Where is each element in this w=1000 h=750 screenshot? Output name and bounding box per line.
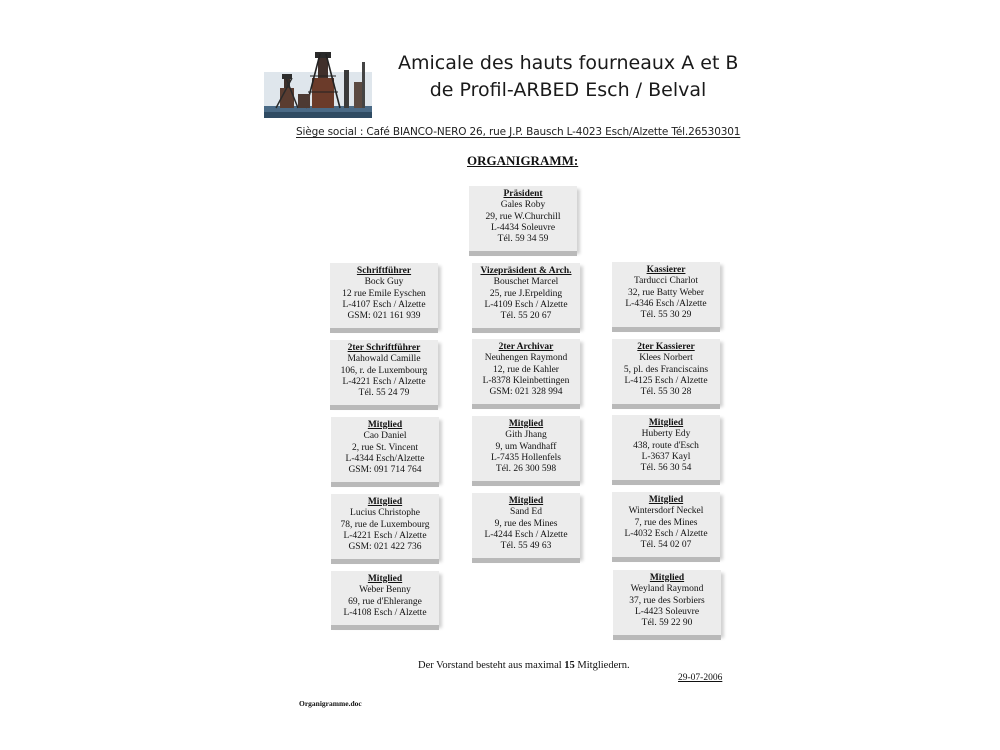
member-role: Kassierer	[646, 265, 686, 275]
member-detail: 29, rue W.Churchill	[485, 211, 561, 222]
member-card	[612, 339, 720, 404]
member-detail: Tél. 26 300 598	[495, 464, 557, 475]
member-role: Mitglied	[508, 496, 544, 506]
member-detail: L-3637 Kayl	[641, 451, 691, 462]
member-detail: GSM: 091 714 764	[348, 465, 422, 476]
organization-title	[398, 50, 738, 104]
member-card	[472, 493, 580, 558]
member-card	[612, 262, 720, 327]
member-detail: GSM: 021 161 939	[347, 311, 421, 322]
member-detail: GSM: 021 328 994	[489, 387, 563, 398]
member-name: Sand Ed	[510, 507, 542, 518]
member-role: Mitglied	[648, 418, 684, 428]
member-name: Tarducci Charlot	[634, 276, 698, 287]
member-detail: L-4032 Esch / Alzette	[624, 528, 708, 539]
organigram-heading: ORGANIGRAMM:	[467, 153, 579, 168]
member-detail: L-4346 Esch /Alzette	[625, 298, 707, 309]
member-detail: 2, rue St. Vincent	[351, 442, 418, 453]
member-card	[472, 263, 580, 328]
member-detail: 7, rue des Mines	[634, 517, 698, 528]
member-role: Mitglied	[508, 419, 544, 429]
member-detail: 37, rue des Sorbiers	[629, 595, 705, 606]
member-detail: 106, r. de Luxembourg	[340, 365, 428, 376]
member-name: Gith Jhang	[505, 430, 547, 441]
member-role: 2ter Schriftführer	[347, 343, 421, 353]
member-card	[469, 186, 577, 251]
member-detail: L-4109 Esch / Alzette	[484, 299, 568, 310]
member-detail: Tél. 59 34 59	[497, 234, 549, 245]
member-card	[331, 417, 439, 482]
member-detail: L-4125 Esch / Alzette	[624, 375, 708, 386]
registered-office-address: Siège social : Café BIANCO-NERO 26, rue J.P. Bausch L-4023 Esch/Alzette Tél.26530301	[296, 126, 741, 138]
member-card	[331, 571, 439, 625]
member-detail: L-7435 Hollenfels	[491, 452, 561, 463]
member-name: Neuhengen Raymond	[484, 353, 568, 364]
member-detail: 9, um Wandhaff	[495, 441, 557, 452]
member-detail: L-4221 Esch / Alzette	[342, 376, 426, 387]
member-name: Bock Guy	[364, 277, 404, 288]
member-detail: Tél. 55 24 79	[358, 388, 410, 399]
member-detail: 12, rue de Kahler	[493, 364, 559, 375]
member-name: Gales Roby	[500, 200, 546, 211]
document-date: 29-07-2006	[678, 673, 723, 683]
member-detail: L-4423 Soleuvre	[634, 606, 700, 617]
member-detail: 69, rue d'Ehlerange	[348, 596, 422, 607]
member-card	[330, 263, 438, 328]
member-detail: Tél. 55 30 28	[640, 387, 692, 398]
member-card	[612, 415, 720, 480]
member-detail: L-8378 Kleinbettingen	[482, 375, 570, 386]
board-size-note-prefix: Der Vorstand besteht aus maximal	[418, 660, 565, 671]
member-role: Präsident	[503, 189, 543, 199]
member-detail: Tél. 56 30 54	[640, 463, 692, 474]
member-name: Klees Norbert	[639, 353, 693, 364]
member-name: Weyland Raymond	[630, 584, 704, 595]
member-name: Weber Benny	[359, 585, 411, 596]
member-detail: L-4221 Esch / Alzette	[343, 530, 427, 541]
member-name: Bouschet Marcel	[493, 277, 559, 288]
member-detail: 9, rue des Mines	[494, 518, 558, 529]
document-filename: Organigramme.doc	[299, 699, 362, 708]
member-detail: 12 rue Emile Eyschen	[342, 288, 426, 299]
member-detail: 32, rue Batty Weber	[627, 287, 705, 298]
member-role: Mitglied	[649, 573, 685, 583]
member-role: 2ter Kassierer	[637, 342, 695, 352]
member-role: Mitglied	[648, 495, 684, 505]
member-card	[612, 492, 720, 557]
member-detail: 78, rue de Luxembourg	[340, 519, 430, 530]
member-role: 2ter Archivar	[498, 342, 554, 352]
member-name: Lucius Christophe	[350, 508, 420, 519]
board-size-note-suffix: Mitgliedern.	[574, 660, 630, 671]
member-detail: L-4344 Esch/Alzette	[345, 453, 425, 464]
blast-furnace-logo	[262, 48, 374, 122]
title-line-2: de Profil-ARBED Esch / Belval	[429, 79, 707, 101]
member-detail: L-4108 Esch / Alzette	[343, 607, 427, 618]
member-name: Cao Daniel	[363, 431, 407, 442]
member-detail: 438, route d'Esch	[633, 440, 699, 451]
member-card	[472, 339, 580, 404]
member-detail: Tél. 54 02 07	[640, 540, 692, 551]
member-detail: L-4434 Soleuvre	[490, 222, 556, 233]
member-detail: Tél. 55 30 29	[640, 310, 692, 321]
member-role: Vizepräsident & Arch.	[480, 266, 572, 276]
member-detail: 25, rue J.Erpelding	[489, 288, 563, 299]
member-name: Huberty Edy	[641, 429, 691, 440]
member-detail: L-4107 Esch / Alzette	[342, 299, 426, 310]
member-role: Mitglied	[367, 574, 403, 584]
member-detail: Tél. 55 20 67	[500, 311, 552, 322]
member-card	[331, 494, 439, 559]
member-detail: Tél. 59 22 90	[641, 618, 693, 629]
member-role: Mitglied	[367, 497, 403, 507]
board-size-note	[418, 660, 630, 671]
member-detail: L-4244 Esch / Alzette	[484, 529, 568, 540]
member-detail: Tél. 55 49 63	[500, 541, 552, 552]
member-card	[472, 416, 580, 481]
member-card	[613, 570, 721, 635]
board-size-number: 15	[564, 660, 575, 671]
member-name: Wintersdorf Neckel	[628, 506, 704, 517]
member-detail: GSM: 021 422 736	[348, 542, 422, 553]
member-role: Mitglied	[367, 420, 403, 430]
title-line-1: Amicale des hauts fourneaux A et B	[398, 52, 739, 74]
member-card	[330, 340, 438, 405]
member-name: Mahowald Camille	[347, 354, 421, 365]
member-role: Schriftführer	[356, 266, 412, 276]
member-detail: 5, pl. des Franciscains	[623, 364, 709, 375]
